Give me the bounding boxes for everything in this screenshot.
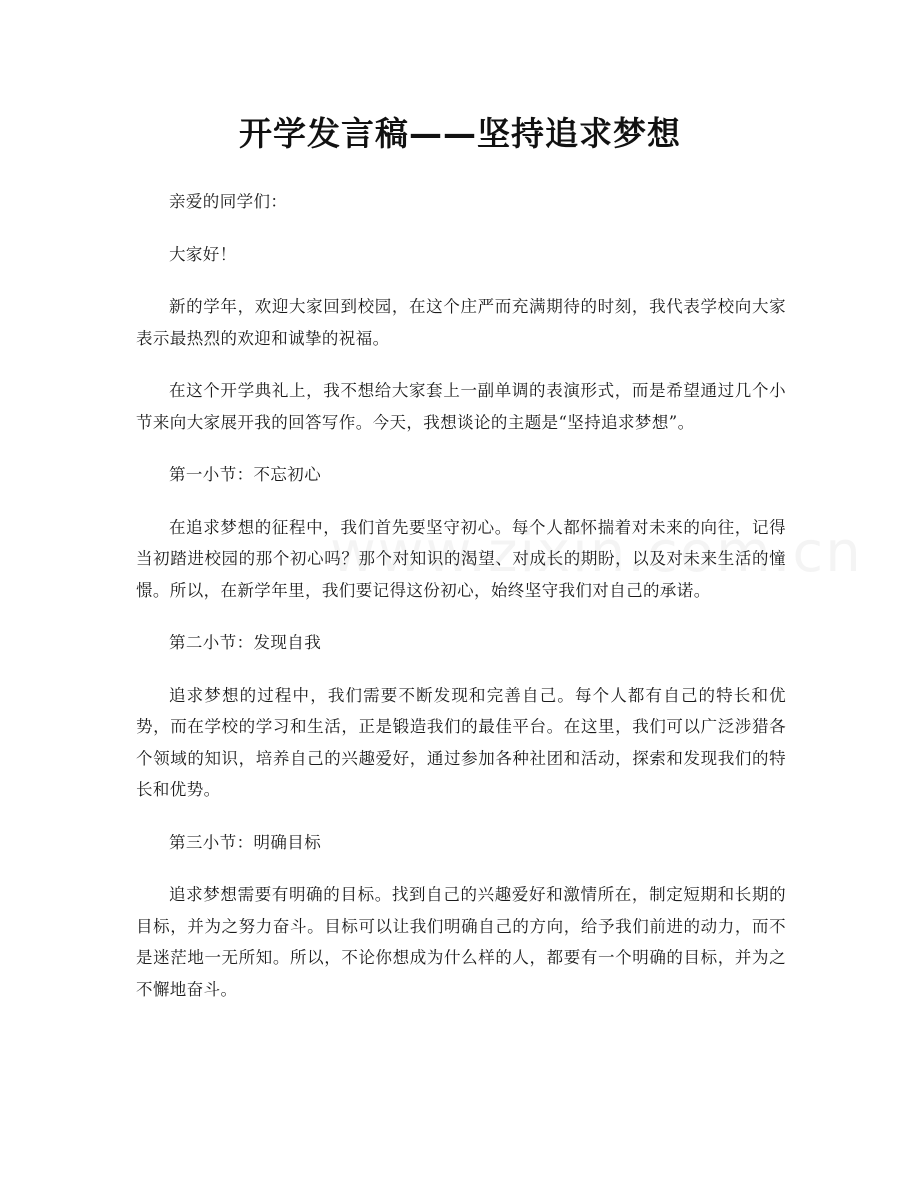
body-paragraph: 追求梦想需要有明确的目标。找到自己的兴趣爱好和激情所在，制定短期和长期的目标，并为之努力奋斗。目标可以让我们明确自己的方向，给予我们前进的动力，而不是迷茫地一无所知。所以，不论你想成为什么样的人，都要有一个明确的目标，并为之不懈地奋斗。 bbox=[136, 885, 786, 999]
body-paragraph: 在这个开学典礼上，我不想给大家套上一副单调的表演形式，而是希望通过几个小节来向大家展开我的回答写作。今天，我想谈论的主题是“坚持追求梦想”。 bbox=[136, 381, 786, 432]
section-heading: 第一小节：不忘初心 bbox=[169, 465, 322, 484]
salutation: 亲爱的同学们： bbox=[169, 192, 288, 211]
body-paragraph: 在追求梦想的征程中，我们首先要坚守初心。每个人都怀揣着对未来的向往，记得当初踏进校园的那个初心吗？那个对知识的渴望、对成长的期盼，以及对未来生活的憧憬。所以，在新学年里，我们要记得这份初心，始终坚守我们对自己的承诺。 bbox=[136, 517, 786, 600]
greeting: 大家好！ bbox=[169, 244, 237, 264]
body-paragraph: 追求梦想的过程中，我们需要不断发现和完善自己。每个人都有自己的特长和优势，而在学校的学习和生活，正是锻造我们的最佳平台。在这里，我们可以广泛涉猎各个领域的知识，培养自己的兴趣爱好，通过参加各种社团和活动，探索和发现我们的特长和优势。 bbox=[136, 685, 786, 799]
section-heading: 第三小节：明确目标 bbox=[169, 832, 322, 852]
document-body bbox=[136, 186, 786, 1026]
section-heading: 第二小节：发现自我 bbox=[169, 633, 322, 652]
body-paragraph: 新的学年，欢迎大家回到校园，在这个庄严而充满期待的时刻，我代表学校向大家表示最热烈的欢迎和诚挚的祝福。 bbox=[136, 297, 786, 348]
document-title: 开学发言稿——坚持追求梦想 bbox=[239, 114, 681, 153]
